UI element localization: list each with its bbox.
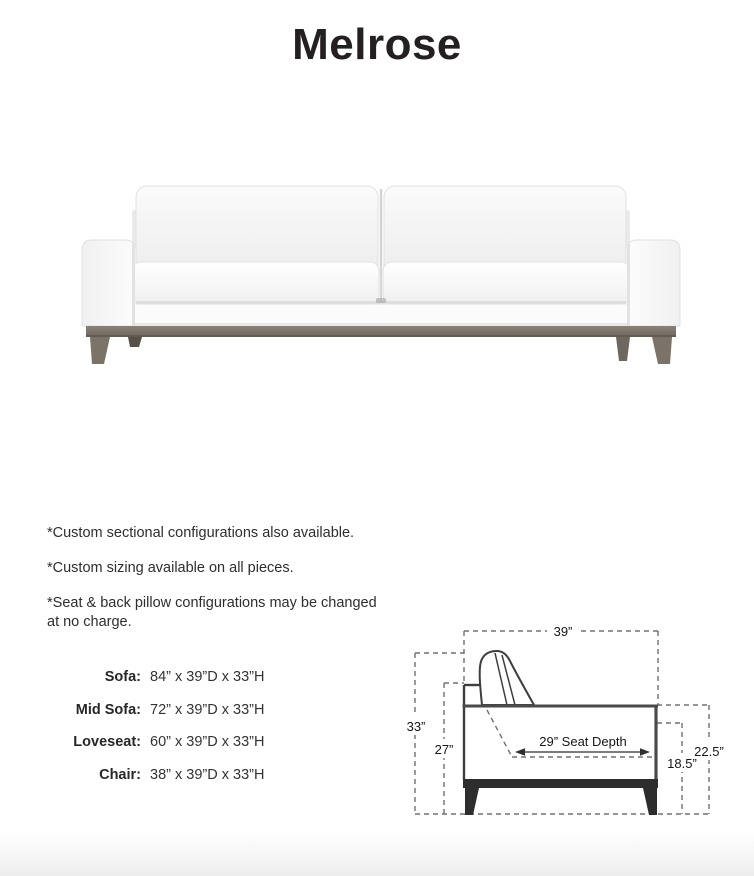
dimension-value: 38” x 39”D x 33”H — [150, 766, 265, 783]
dimension-row-chair — [44, 766, 324, 786]
sofa-product-photo — [80, 180, 682, 370]
dimensions-list — [44, 668, 324, 798]
seat-depth-label: 29” Seat Depth — [539, 734, 627, 749]
overall-height-label: 33” — [406, 719, 426, 734]
dimension-label: Mid Sofa: — [75, 701, 141, 718]
width-label: 39” — [553, 624, 573, 639]
dimension-value: 60” x 39”D x 33”H — [150, 734, 265, 750]
dimension-label: Loveseat: — [73, 734, 141, 750]
sofa-wood-base — [86, 326, 676, 364]
back-leg — [643, 788, 657, 815]
arm-height-label: 27” — [434, 742, 454, 757]
sofa-seat-cushions — [132, 262, 630, 305]
front-leg — [465, 788, 479, 815]
dimension-label: Chair: — [99, 766, 141, 783]
dimension-row-sofa — [44, 668, 324, 688]
seat-depth-arrow — [515, 748, 650, 756]
base-rail — [463, 779, 658, 788]
note-pillows: *Seat & back pillow configurations may be changed at no charge. — [47, 595, 377, 630]
dimension-label: Sofa: — [104, 669, 141, 685]
note-sectional: *Custom sectional configurations also available. — [47, 525, 355, 541]
dimension-row-loveseat — [44, 733, 324, 753]
overall-depth-label: 22.5” — [694, 744, 724, 759]
dimension-value: 84” x 39”D x 33”H — [150, 669, 265, 685]
dimension-value: 72” x 39”D x 33”H — [150, 701, 265, 718]
page-bottom-fade — [0, 832, 754, 876]
seat-height-label: 18.5” — [667, 756, 697, 771]
measurement-diagram — [403, 610, 748, 822]
note-sizing: *Custom sizing available on all pieces. — [47, 560, 294, 576]
sofa-side-profile — [463, 651, 659, 815]
footnotes — [47, 524, 392, 648]
dimension-row-mid-sofa — [44, 701, 324, 721]
page-title: Melrose — [292, 20, 462, 69]
